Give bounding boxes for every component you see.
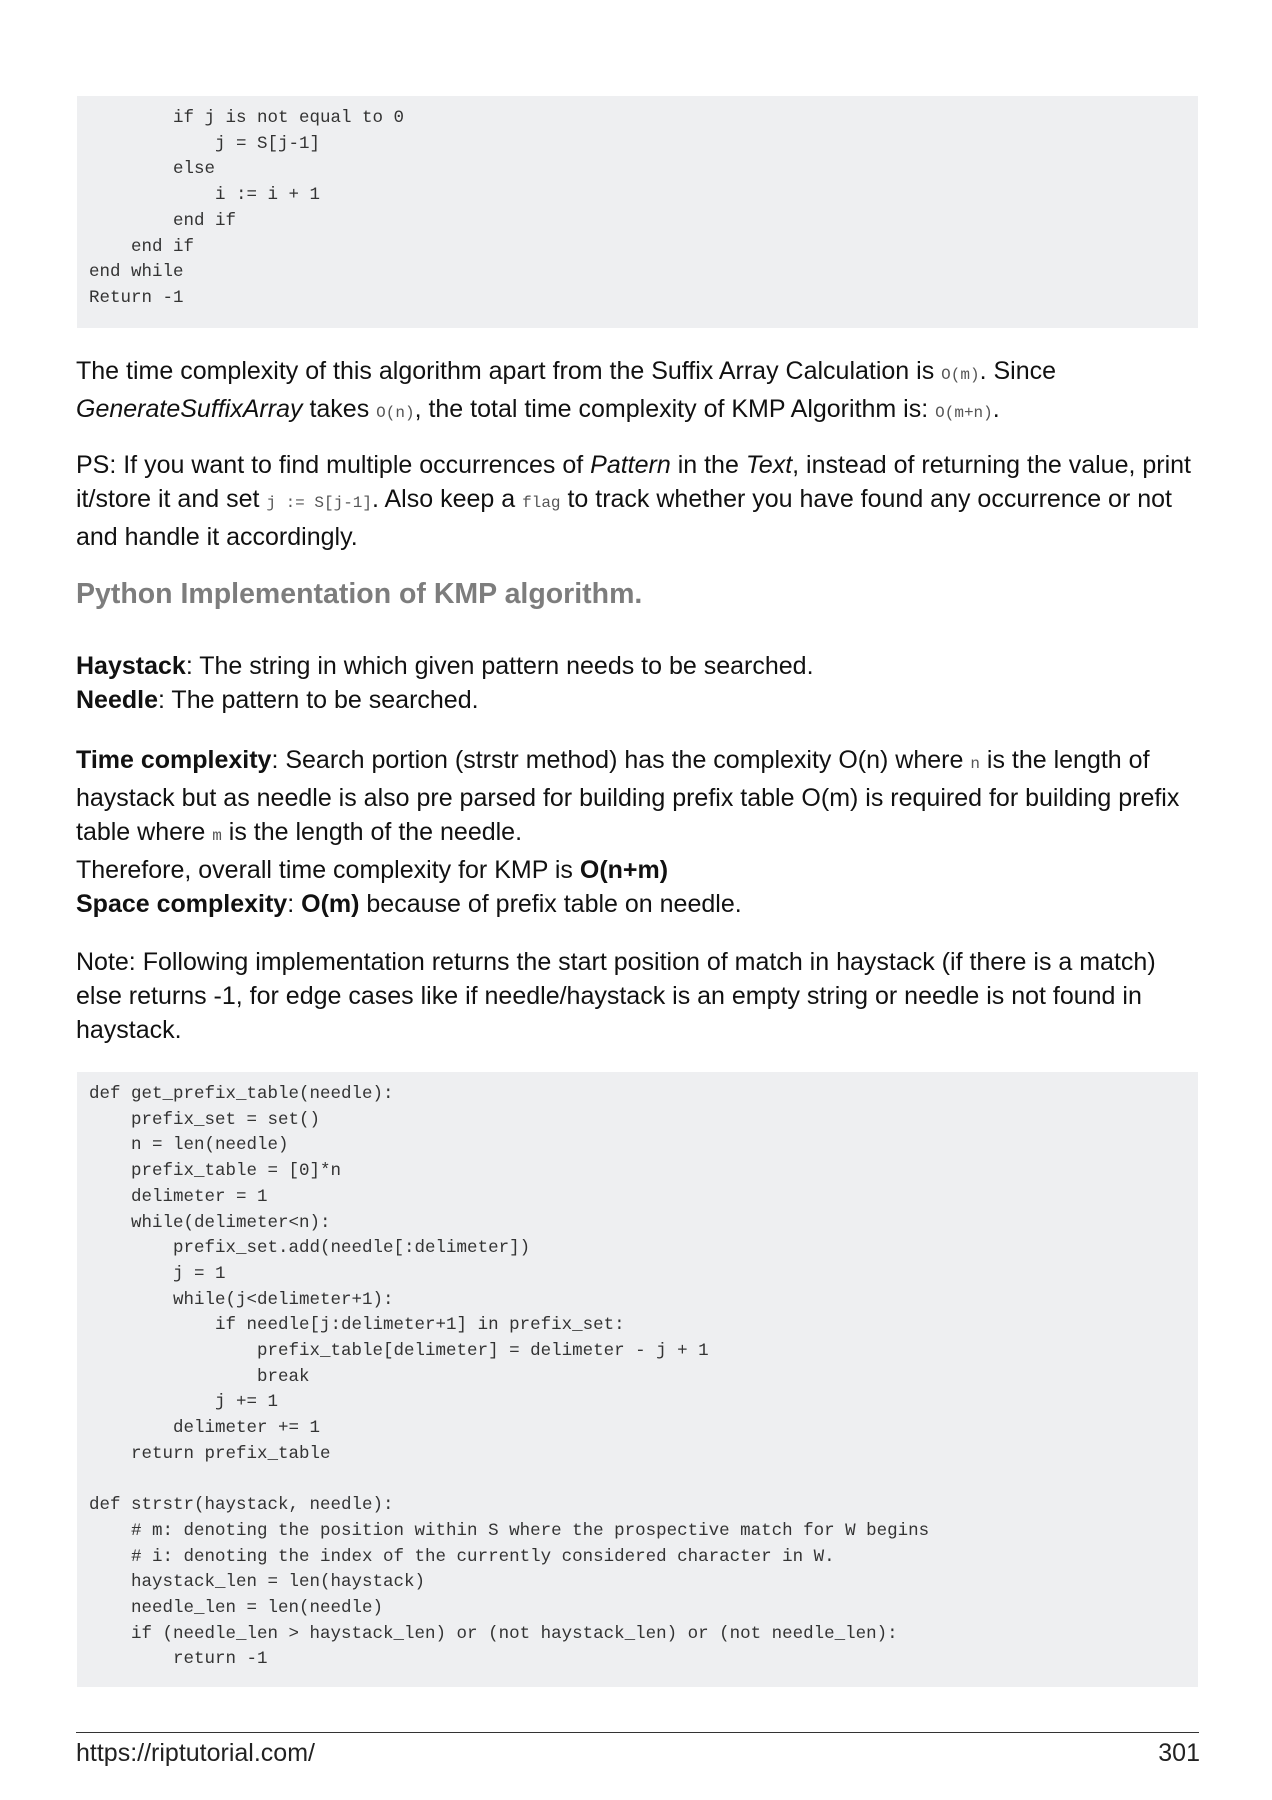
inline-code: flag — [522, 494, 561, 512]
code-text: def get_prefix_table(needle): prefix_set = set() n = len(needle) prefix_table = [0]*n delimeter = 1 while(delimeter<n): prefix_set.add(needle[:delimeter]) j = 1 while(j<delimeter+1): if needle[j:delimeter+1] in prefix_set: prefix_table[delimeter] = delimeter - j + 1 break j += 1 delimeter += 1 return prefix_table def strstr(haystack, needle): # m: denoting the position within S where the prospective match for W begins # i: denoting the index of the currently considered character in W. haystack_len = len(haystack) needle_len = len(needle) if (needle_len > haystack_len) or (not haystack_len) or (not needle_len): return -1 — [89, 1084, 930, 1670]
text-run: : The pattern to be searched. — [157, 686, 479, 714]
text-run: to track whether you have found any occurrence or not and handle it accordingly. — [76, 485, 1172, 551]
text-run: PS: If you want to find multiple occurrences of — [76, 451, 591, 479]
code-text: if j is not equal to 0 j = S[j-1] else i := i + 1 end if end if end while Return -1 — [89, 108, 405, 308]
italic-term: GenerateSuffixArray — [76, 395, 303, 423]
section-heading: Python Implementation of KMP algorithm. — [76, 578, 643, 610]
text-run: . Also keep a — [372, 485, 523, 513]
inline-code: O(n) — [376, 404, 415, 422]
text-run: Therefore, overall time complexity for KMP is — [76, 856, 580, 884]
ps-paragraph — [76, 448, 1200, 554]
text-run: The time complexity of this algorithm apart from the Suffix Array Calculation is — [76, 357, 942, 385]
text-run: : — [287, 890, 302, 918]
definitions-paragraph — [76, 649, 1200, 717]
text-run: : Search portion (strstr method) has the complexity O(n) where — [271, 746, 971, 774]
inline-code: O(m+n) — [935, 404, 993, 422]
text-run: : The string in which given pattern needs to be searched. — [185, 652, 814, 680]
text-run: . — [992, 395, 1000, 423]
italic-term: Pattern — [590, 451, 671, 479]
inline-code: n — [970, 755, 980, 773]
term-needle: Needle — [76, 686, 158, 714]
term-haystack: Haystack — [76, 652, 186, 680]
text-run: is the length of haystack but as needle is also pre parsed for building prefix table O(m) is required for building prefix table where — [76, 746, 1180, 846]
footer-url: https://riptutorial.com/ — [76, 1739, 315, 1767]
space-complexity-value: O(m) — [301, 890, 360, 918]
inline-code: O(m) — [941, 366, 980, 384]
text-run: is the length of the needle. — [221, 818, 523, 846]
complexity-paragraph — [76, 354, 1200, 430]
text-run: . Since — [979, 357, 1057, 385]
text-run: , the total time complexity of KMP Algorithm is: — [414, 395, 936, 423]
note-paragraph: Note: Following implementation returns the start position of match in haystack (if there is a match) else returns -1, for edge cases like if needle/haystack is an empty string or needle is not found in haystack. — [76, 948, 1156, 1044]
code-block-python — [77, 1072, 1198, 1687]
text-run: , instead of returning the value, print it/store it and set — [76, 451, 1191, 513]
inline-code: m — [212, 827, 222, 845]
text-run: takes — [302, 395, 377, 423]
code-block-pseudocode — [77, 96, 1198, 328]
text-run: because of prefix table on needle. — [359, 890, 742, 918]
complexity-notes — [76, 743, 1200, 921]
page-number: 301 — [1158, 1739, 1200, 1767]
italic-term: Text — [745, 451, 793, 479]
footer-divider — [76, 1732, 1199, 1733]
text-run: in the — [670, 451, 746, 479]
term-time-complexity: Time complexity — [76, 746, 272, 774]
overall-complexity-value: O(n+m) — [579, 856, 669, 884]
term-space-complexity: Space complexity — [76, 890, 288, 918]
inline-code: j := S[j-1] — [266, 494, 372, 512]
